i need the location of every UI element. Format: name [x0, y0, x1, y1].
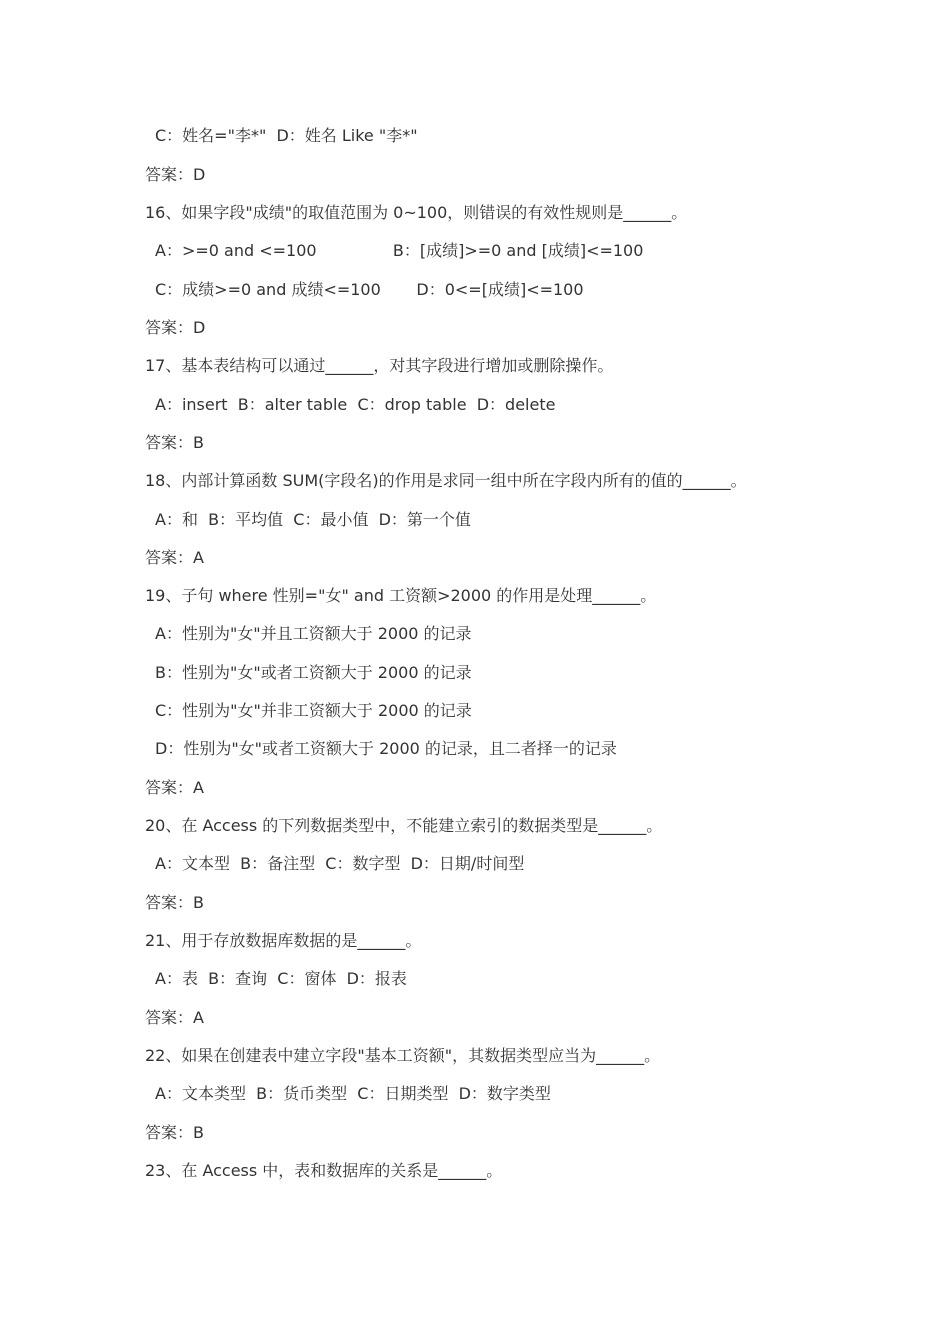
option-line: A：文本类型 B：货币类型 C：日期类型 D：数字类型	[155, 1084, 551, 1103]
question-16: 16、如果字段"成绩"的取值范围为 0~100，则错误的有效性规则是______。	[145, 203, 688, 222]
option-line: A：和 B：平均值 C：最小值 D：第一个值	[155, 510, 471, 529]
option-line: A：表 B：查询 C：窗体 D：报表	[155, 969, 407, 988]
question-20: 20、在 Access 的下列数据类型中，不能建立索引的数据类型是______。	[145, 816, 663, 835]
option-line: C：成绩>=0 and 成绩<=100 D：0<=[成绩]<=100	[155, 280, 584, 299]
question-23: 23、在 Access 中，表和数据库的关系是______。	[145, 1161, 503, 1180]
option-line: D：性别为"女"或者工资额大于 2000 的记录，且二者择一的记录	[155, 739, 617, 758]
option-line: A：>=0 and <=100 B：[成绩]>=0 and [成绩]<=100	[155, 241, 644, 260]
answer-line: 答案：A	[145, 778, 204, 797]
answer-line: 答案：B	[145, 433, 204, 452]
answer-line: 答案：A	[145, 548, 204, 567]
option-line: C：性别为"女"并非工资额大于 2000 的记录	[155, 701, 472, 720]
option-line: B：性别为"女"或者工资额大于 2000 的记录	[155, 663, 472, 682]
answer-line: 答案：D	[145, 318, 206, 337]
option-line: C：姓名="李*" D：姓名 Like "李*"	[155, 126, 418, 145]
option-line: A：文本型 B：备注型 C：数字型 D：日期/时间型	[155, 854, 525, 873]
question-19: 19、子句 where 性别="女" and 工资额>2000 的作用是处理______。	[145, 586, 657, 605]
answer-line: 答案：B	[145, 1123, 204, 1142]
answer-line: 答案：B	[145, 893, 204, 912]
question-17: 17、基本表结构可以通过______，对其字段进行增加或删除操作。	[145, 356, 614, 375]
option-line: A：性别为"女"并且工资额大于 2000 的记录	[155, 624, 472, 643]
option-line: A：insert B：alter table C：drop table D：delete	[155, 395, 556, 414]
question-18: 18、内部计算函数 SUM(字段名)的作用是求同一组中所在字段内所有的值的______。	[145, 471, 747, 490]
answer-line: 答案：A	[145, 1008, 204, 1027]
answer-line: 答案：D	[145, 165, 206, 184]
question-21: 21、用于存放数据库数据的是______。	[145, 931, 422, 950]
question-22: 22、如果在创建表中建立字段"基本工资额"，其数据类型应当为______。	[145, 1046, 661, 1065]
